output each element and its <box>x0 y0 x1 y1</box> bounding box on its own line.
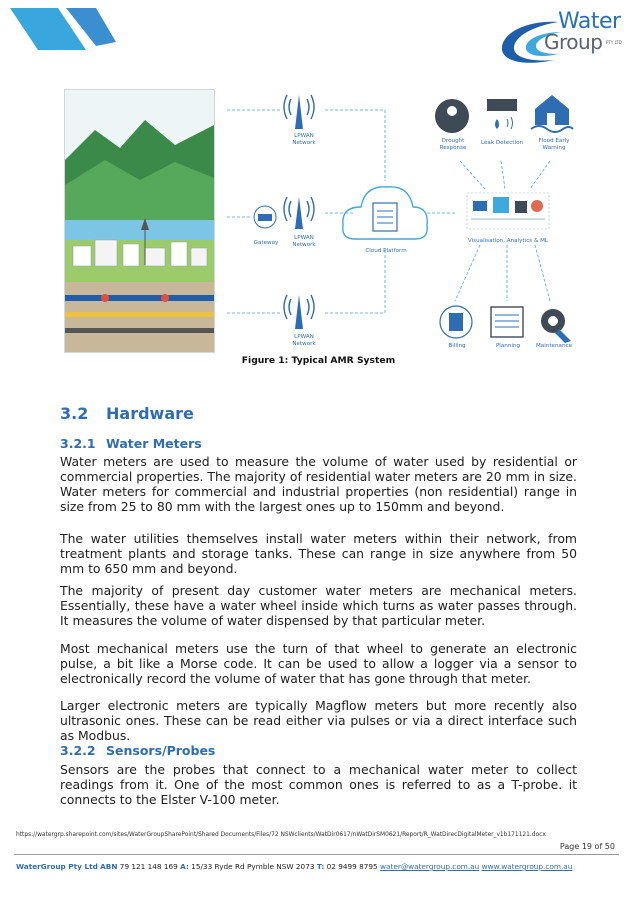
maintenance-icon <box>541 309 571 343</box>
label-visualisation: Visualisation, Analytics & ML <box>467 238 549 244</box>
footer-website-link[interactable]: www.watergroup.com.au <box>481 862 573 871</box>
footer-contact <box>16 862 572 871</box>
footer-abn: 79 121 148 169 <box>119 862 178 871</box>
lpwan-antenna-icon-2 <box>284 197 314 229</box>
paragraph: Water meters are used to measure the volume of water used by residential or commercial properties. The majority of residential water meters are 20 mm in size. Water meters for commercial and industrial properties (non residential) range in size from 25 to 80 mm with the largest ones up to 150mm and beyond. <box>60 454 577 515</box>
footer-email-link[interactable]: water@watergroup.com.au <box>380 862 480 871</box>
subsection-heading-water-meters <box>60 436 202 451</box>
label-gateway: Gateway <box>253 240 279 246</box>
logo-text-group: Group <box>544 30 603 54</box>
billing-icon <box>440 306 472 338</box>
subsection-title: Sensors/Probes <box>106 743 216 758</box>
subsection-number: 3.2.2 <box>60 743 96 758</box>
footer-phone-label: T: <box>316 862 325 871</box>
footer-divider <box>14 854 619 855</box>
planning-icon <box>491 307 523 337</box>
page-number: Page 19 of 50 <box>559 842 615 851</box>
lpwan-antenna-icon-3 <box>284 295 314 329</box>
section-title: Hardware <box>106 404 194 423</box>
subsection-number: 3.2.1 <box>60 436 96 451</box>
amr-diagram <box>215 89 585 351</box>
flood-warning-icon <box>531 95 573 132</box>
paragraph: Most mechanical meters use the turn of that wheel to generate an electronic pulse, a bit like a Morse code. It can be used to allow a logger via a sensor to electronically record the volume of water that has gone through that meter. <box>60 641 577 687</box>
paragraph: Sensors are the probes that connect to a mechanical water meter to collect readings from it. One of the most common ones is referred to as a T-probe. it connects to the Elster V-100 meter. <box>60 762 577 808</box>
label-leak-detection: Leak Detection <box>480 140 524 146</box>
footer-phone: 02 9499 8795 <box>326 862 378 871</box>
water-group-logo <box>496 6 626 66</box>
lpwan-antenna-icon-1 <box>284 95 314 129</box>
label-lpwan-3: LPWAN Network <box>292 334 316 347</box>
label-drought-response: Drought Response <box>439 138 467 151</box>
header-stripes <box>0 0 130 60</box>
label-planning: Planning <box>495 343 521 349</box>
visualisation-analytics-icon <box>467 193 549 229</box>
label-flood-warning: Flood Early Warning <box>538 138 570 151</box>
leak-detection-icon <box>487 99 517 129</box>
paragraph: The majority of present day customer water meters are mechanical meters. Essentially, these have a water wheel inside which turns as water passes through. It measures the volume of water dispensed by that particular meter. <box>60 583 577 629</box>
logo-text-suffix: PTY LTD <box>606 40 622 45</box>
water-network-illustration <box>64 89 215 353</box>
label-lpwan-2: LPWAN Network <box>292 235 316 248</box>
document-path: https://watergrp.sharepoint.com/sites/WaterGroupSharePoint/Shared Documents/Files/72 NSWclients/WatDir0617/nWatDirSM0621/Report/R_WatDirecDigitalMeter_v1b171121.docx <box>16 832 546 838</box>
footer-address: 15/33 Ryde Rd Pymble NSW 2073 <box>191 862 315 871</box>
gateway-icon <box>254 206 276 228</box>
cloud-platform-icon <box>343 187 428 239</box>
logo-text-water: Water <box>558 9 621 34</box>
paragraph: Larger electronic meters are typically Magflow meters but more recently also ultrasonic ones. These can be read either via pulses or via a direct interface such as Modbus. <box>60 698 577 744</box>
drought-response-icon <box>435 99 469 133</box>
subsection-title: Water Meters <box>106 436 202 451</box>
figure-caption: Figure 1: Typical AMR System <box>241 355 396 366</box>
paragraph: The water utilities themselves install water meters within their network, from treatment plants and storage tanks. These can range in size anywhere from 50 mm to 650 mm and beyond. <box>60 531 577 577</box>
subsection-heading-sensors <box>60 743 215 758</box>
label-maintenance: Maintenance <box>535 343 573 349</box>
footer-abn-label: ABN <box>100 862 118 871</box>
label-lpwan-1: LPWAN Network <box>292 133 316 146</box>
section-number: 3.2 <box>60 404 89 423</box>
footer-company: WaterGroup Pty Ltd <box>16 862 98 871</box>
landscape-drawing <box>65 90 214 352</box>
section-heading <box>60 404 194 423</box>
label-billing: Billing <box>448 343 466 349</box>
label-cloud-platform: Cloud Platform <box>365 248 407 254</box>
footer-address-label: A: <box>180 862 189 871</box>
